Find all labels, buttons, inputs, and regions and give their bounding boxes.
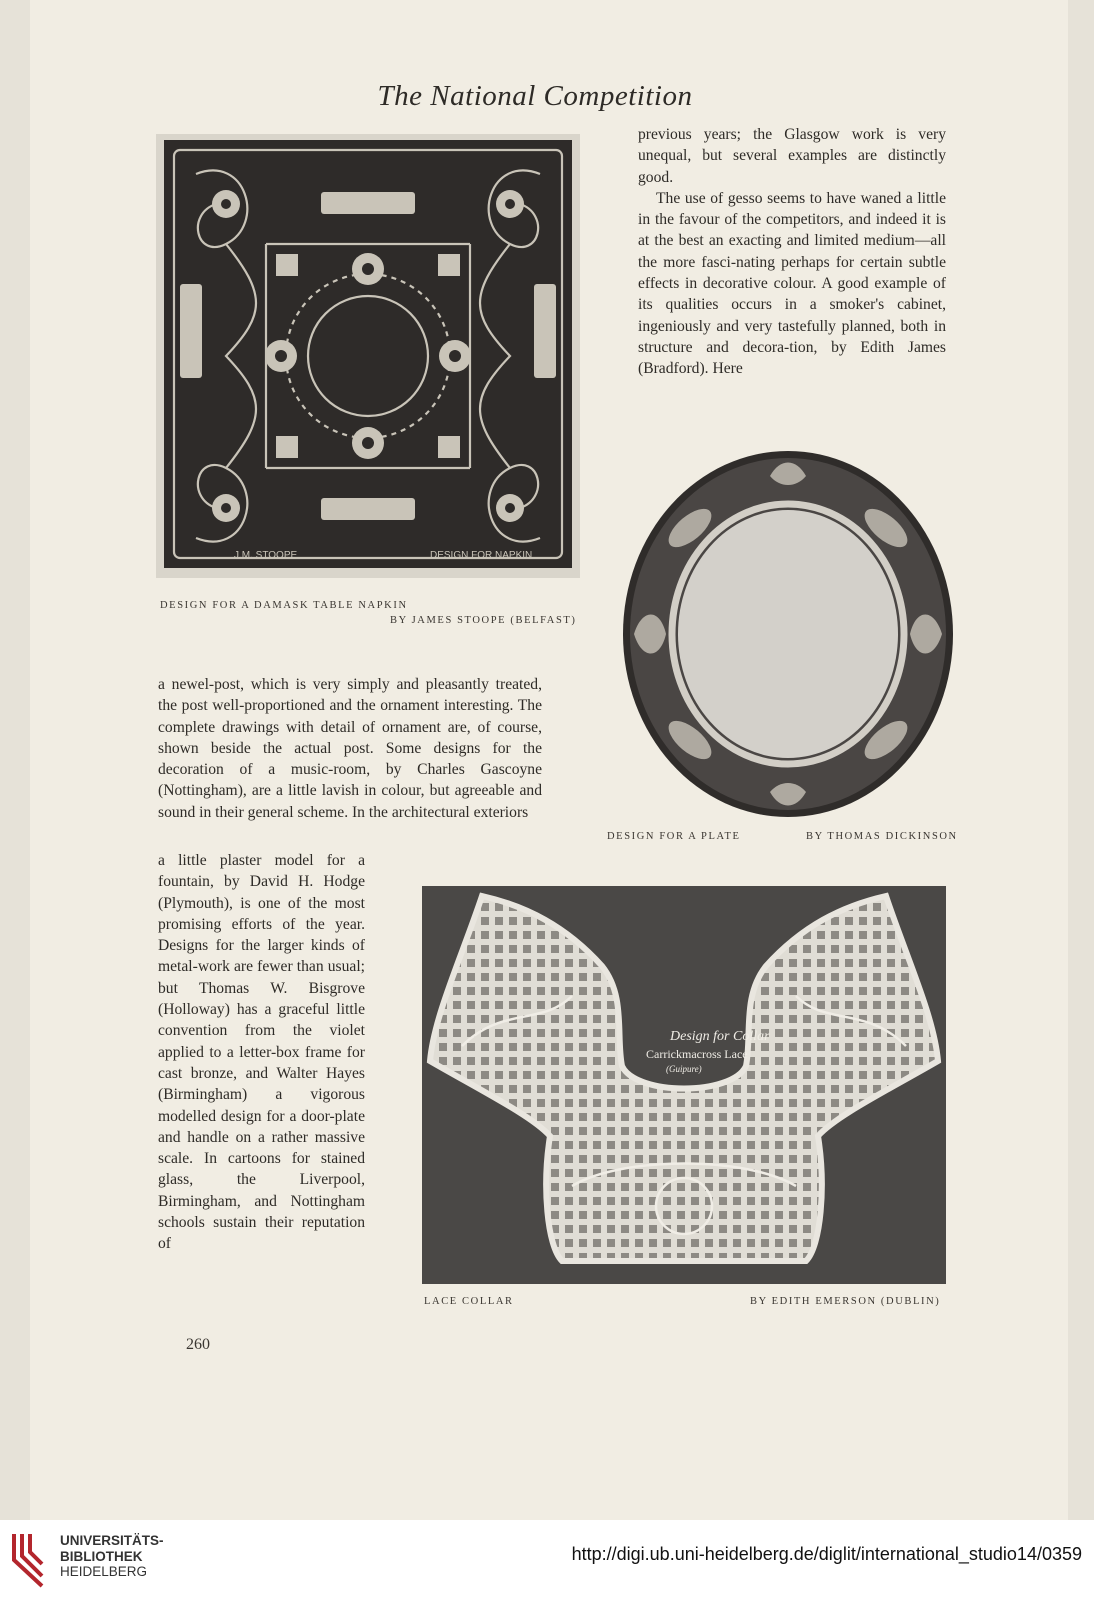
napkin-inscription-left: J.M. STOOPE (234, 550, 298, 561)
article-text-left-mid (158, 674, 542, 823)
plate-caption-left: DESIGN FOR A PLATE (607, 831, 741, 842)
source-url[interactable]: http://digi.ub.uni-heidelberg.de/diglit/international_studio14/0359 (571, 1544, 1082, 1564)
napkin-figure (156, 134, 580, 578)
article-paragraph: a little plaster model for a fountain, by David H. Hodge (Plymouth), is one of the most promising efforts of the year. Designs for the larger kinds of metal-work are fewer than usual; but Thomas W. Bisgrove (Holloway) has a graceful little convention from the violet applied to a letter-box frame for cast bronze, and Walter Hayes (Birmingham) a vigorous modelled design for a door-plate and handle on a rather massive scale. In cartoons for stained glass, the Liverpool, Birmingham, and Nottingham schools sustain their reputation of (158, 852, 365, 1253)
article-paragraph: a newel-post, which is very simply and pleasantly treated, the post well-proportioned and the ornament interesting. The complete drawings with detail of ornament are, of course, shown beside the actual post. Some designs for the decoration of a music-room, by Charles Gascoyne (Nottingham), are a little lavish in colour, but agreeable and sound in their general scheme. In the architectural exteriors (158, 676, 542, 821)
collar-label-line3: (Guipure) (666, 1064, 702, 1074)
article-paragraph: previous years; the Glasgow work is very unequal, but several examples are distinctly good. (638, 126, 946, 186)
plate-caption-right: BY THOMAS DICKINSON (806, 831, 958, 842)
page-number: 260 (186, 1336, 210, 1353)
napkin-inscription-right: DESIGN FOR NAPKIN (430, 550, 533, 561)
lace-collar-figure (422, 886, 946, 1284)
running-title: The National Competition (377, 80, 693, 112)
collar-label-line1: Design for Collar (670, 1029, 770, 1044)
digitization-footer (0, 1520, 1094, 1600)
collar-caption-right: BY EDITH EMERSON (DUBLIN) (750, 1296, 941, 1307)
library-name-line: UNIVERSITÄTS- (60, 1533, 164, 1548)
library-name-line: HEIDELBERG (60, 1564, 148, 1579)
library-name (60, 1533, 164, 1580)
plate-figure (620, 448, 956, 820)
napkin-caption-line1: DESIGN FOR A DAMASK TABLE NAPKIN (160, 600, 408, 611)
collar-caption-left: LACE COLLAR (424, 1296, 514, 1307)
article-paragraph: The use of gesso seems to have waned a little in the favour of the competitors, and indeed it is at the best an exacting and limited medium—all the more fasci-nating perhaps for certain subtle effects in decorative colour. A good example of its qualities occurs in a smoker's cabinet, ingeniously and very tastefully planned, both in structure and decora-tion, by Edith James (Bradford). Here (638, 189, 946, 378)
library-name-line: BIBLIOTHEK (60, 1548, 143, 1564)
collar-label-line2: Carrickmacross Lace (646, 1047, 748, 1061)
library-logo-icon (8, 1530, 48, 1590)
napkin-caption-line2: BY JAMES STOOPE (BELFAST) (390, 615, 577, 626)
article-text-left-narrow (158, 850, 365, 1255)
article-text-right-top (638, 124, 946, 380)
